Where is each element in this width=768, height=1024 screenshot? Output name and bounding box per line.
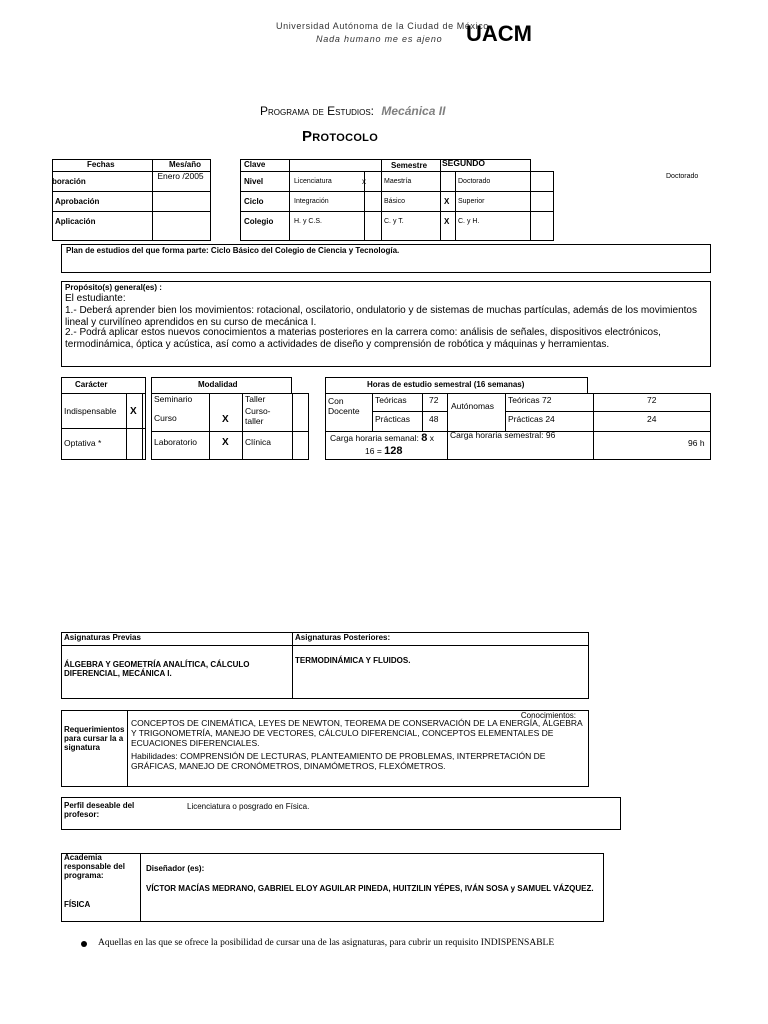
conocimientos-text: CONCEPTOS DE CINEMÁTICA, LEYES DE NEWTON, TEOREMA DE CONSERVACIÓN DE LA ENERGÍA, ÁLGEBRA Y TRIGONOMETRÍA, MANEJO DE VECTORES, CÁLCULO DIFERENCIAL, CONCEPTOS ELEMENTALES DE ECUACIONES DIFERENCIALES. [131, 718, 583, 748]
course-name: Mecánica II [381, 104, 446, 118]
semestre-value: SEGUNDO [442, 158, 485, 168]
carga-semanal-total: 128 [384, 445, 403, 457]
horas-aut-practicas: Prácticas 24 [508, 414, 555, 424]
carga-semestral: Carga horaria semestral: 96 [450, 430, 556, 440]
col-fechas: Fechas [87, 160, 115, 169]
modalidad-curso-mark: X [222, 414, 229, 425]
caracter-title: Carácter [75, 380, 108, 389]
caracter-indispensable: Indispensable [64, 406, 117, 416]
nivel-licenciatura: Licenciatura [294, 178, 332, 185]
ciclo-superior-mark: X [444, 197, 450, 206]
modalidad-curso: Curso [154, 413, 177, 423]
footnote-text: Aquellas en las que se ofrece la posibilidad de cursar una de las asignaturas, para cubrir un requisito INDISPENSABLE [98, 938, 555, 948]
university-name: Universidad Autónoma de la Ciudad de México [276, 21, 489, 31]
semestre-label: Semestre [391, 161, 428, 170]
asignaturas-previas: ÁLGEBRA Y GEOMETRÍA ANALÍTICA, CÁLCULO DIFERENCIAL, MECÁNICA I. [64, 660, 250, 679]
horas-table [325, 377, 711, 459]
elaboracion-date: Enero /2005 [157, 171, 204, 181]
clave-label: Clave [244, 160, 266, 169]
disenadores: VÍCTOR MACÍAS MEDRANO, GABRIEL ELOY AGUILAR PINEDA, HUITZILIN YÉPES, IVÁN SOSA y SAMUEL VÁZQUEZ. [146, 884, 594, 893]
modalidad-title: Modalidad [198, 380, 238, 389]
proposito-line3: 2.- Podrá aplicar estos nuevos conocimientos a materias posteriores en la carrera como: análisis de señales, dispositivos electrónicos, termodinámica, óptica y acústica, así como a actividades de diseño y comprensión de robótica y máquinas y herramientas. [65, 327, 661, 350]
horas-title: Horas de estudio semestral (16 semanas) [367, 380, 525, 389]
ciclo-integracion: Integración [294, 198, 329, 205]
colegio-cyt: C. y T. [384, 218, 404, 225]
modalidad-clinica: Clínica [245, 437, 271, 447]
nivel-doctorado: Doctorado [458, 178, 491, 185]
protocol-title: Protocolo [302, 128, 379, 145]
colegio-cyh-mark: X [444, 217, 450, 226]
proposito-box [61, 281, 711, 367]
nivel-licenciatura-mark: x [362, 177, 366, 186]
modalidad-curso-taller: Curso-taller [245, 406, 271, 426]
footnote-bullet [81, 941, 87, 947]
academia-value: FÍSICA [64, 900, 91, 909]
modalidad-table [151, 377, 309, 459]
perfil-table [61, 797, 620, 829]
carga-semanal-total-line [365, 445, 403, 458]
requerimientos-label: Requerimientos para cursar la asignatura [64, 725, 125, 753]
perfil-value: Licenciatura o posgrado en Física. [187, 802, 310, 811]
horas-practicas-value: 48 [429, 414, 439, 424]
dates-table [52, 159, 210, 240]
horas-aut-teoricas-right: 72 [647, 395, 657, 405]
asignaturas-previas-title: Asignaturas Previas [64, 633, 141, 642]
caracter-optativa: Optativa * [64, 438, 102, 448]
asignaturas-table [61, 632, 588, 698]
horas-autonomas: Autónomas [451, 401, 494, 411]
caracter-indispensable-mark: X [130, 406, 137, 417]
colegio-hycs: H. y C.S. [294, 218, 323, 225]
university-motto: Nada humano me es ajeno [316, 34, 443, 44]
carga-semanal-16: 16 = [365, 446, 382, 456]
carga-semanal-x: x [429, 433, 434, 443]
proposito-line1: El estudiante: [65, 293, 126, 304]
perfil-label: Perfil deseable del profesor: [64, 801, 135, 820]
modalidad-seminario: Seminario [154, 394, 193, 404]
horas-aut-practicas-right: 24 [647, 414, 657, 424]
uacm-logo: UACM [466, 21, 532, 46]
asignaturas-posteriores: TERMODINÁMICA Y FLUIDOS. [295, 656, 411, 665]
caracter-table [61, 377, 145, 459]
requerimientos-table [61, 710, 588, 786]
nivel-label: Nivel [244, 177, 264, 186]
row-elaboracion: boración [52, 177, 86, 186]
ciclo-label: Ciclo [244, 197, 264, 206]
carga-semestral-right: 96 h [688, 438, 705, 448]
proposito-title: Propósito(s) general(es) : [65, 283, 162, 292]
asignaturas-posteriores-title: Asignaturas Posteriores: [295, 633, 391, 642]
plan-box [61, 244, 711, 273]
program-prefix: Programa de Estudios: [260, 104, 375, 118]
academia-label: Academia responsable del programa: [64, 853, 125, 881]
clave-table [240, 159, 554, 240]
program-title [260, 105, 445, 119]
academia-table [61, 853, 603, 921]
modalidad-laboratorio: Laboratorio [154, 437, 198, 447]
horas-teoricas: Teóricas [375, 395, 407, 405]
habilidades-text: Habilidades: COMPRENSIÓN DE LECTURAS, PLANTEAMIENTO DE PROBLEMAS, INTERPRETACIÓN DE GRÁFICAS, MANEJO DE CRONÓMETROS, DINAMÓMETROS, FLEXÓMETROS. [131, 751, 546, 771]
carga-semanal [330, 432, 434, 445]
modalidad-taller: Taller [245, 394, 266, 404]
ciclo-superior: Superior [458, 198, 485, 205]
horas-con-docente: Con Docente [328, 396, 360, 416]
horas-aut-teoricas: Teóricas 72 [508, 395, 552, 405]
ciclo-basico: Básico [384, 198, 406, 205]
nivel-maestria: Maestría [384, 178, 412, 185]
row-aplicacion: Aplicación [55, 217, 96, 226]
colegio-cyh: C. y H. [458, 218, 480, 225]
disenador-label: Diseñador (es): [146, 864, 205, 873]
proposito-line2: 1.- Deberá aprender bien los movimientos: rotacional, oscilatorio, ondulatorio y de sistemas de muchas partículas, además de los movimientos lineal y curvilíneo aprendidos en su curso de mecánica I. [65, 305, 697, 328]
horas-teoricas-value: 72 [429, 395, 439, 405]
colegio-label: Colegio [244, 217, 274, 226]
modalidad-laboratorio-mark: X [222, 437, 229, 448]
doctorado-outside: Doctorado [666, 173, 699, 180]
plan-text: Plan de estudios del que forma parte: Ciclo Básico del Colegio de Ciencia y Tecnología. [66, 246, 400, 255]
carga-semanal-label: Carga horaria semanal: [330, 433, 419, 443]
carga-semanal-num: 8 [421, 432, 428, 444]
horas-practicas: Prácticas [375, 414, 410, 424]
col-mes-ano: Mes/año [169, 160, 202, 169]
conocimientos-label: Conocimientos: [520, 711, 576, 720]
row-aprobacion: Aprobación [55, 197, 100, 206]
